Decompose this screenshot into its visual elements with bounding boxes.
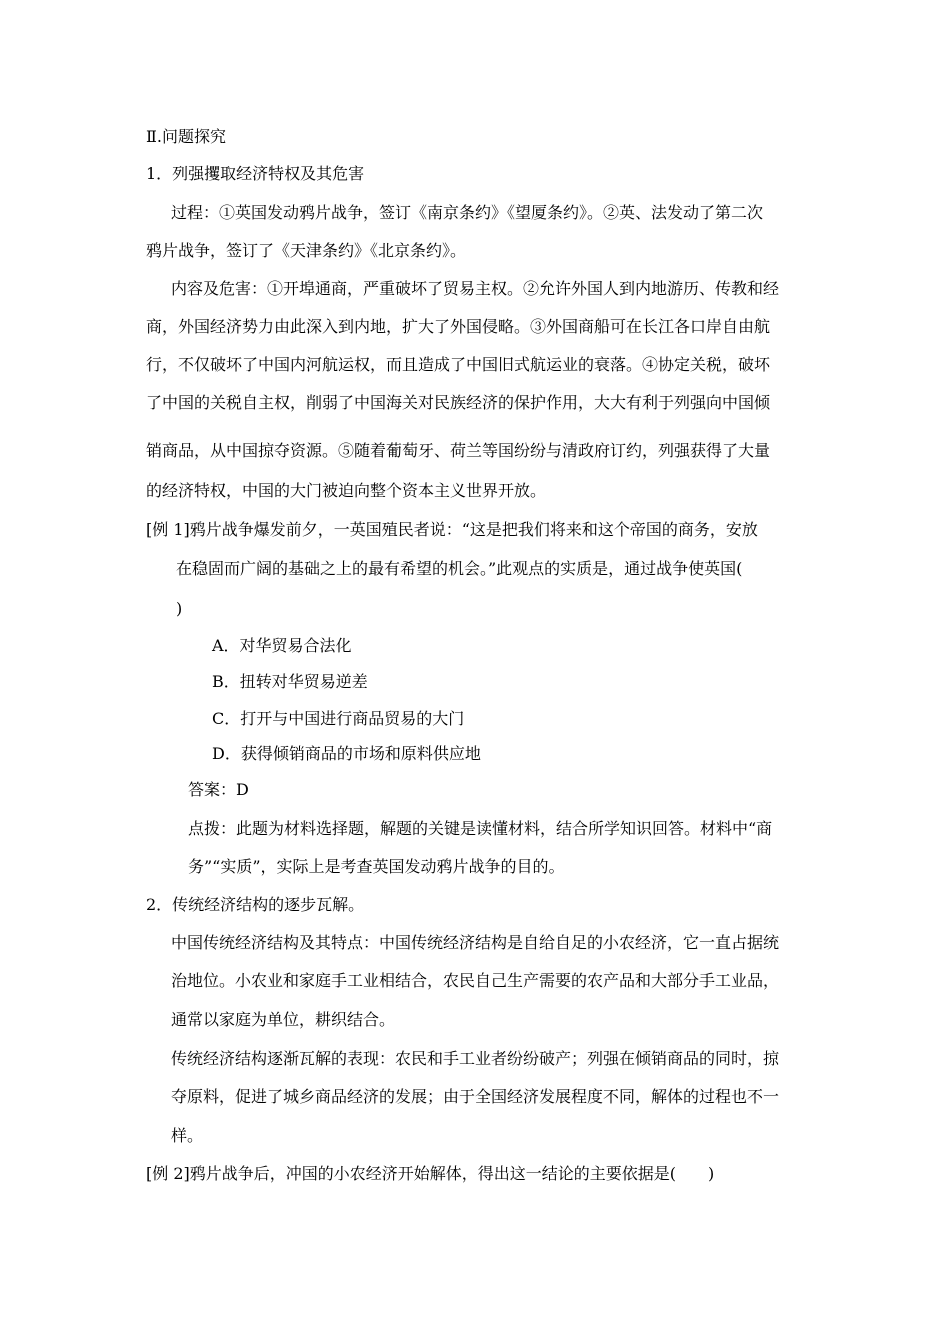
topic1-process-line: 过程：①英国发动鸦片战争，签订《南京条约》《望厦条约》。②英、法发动了第二次 bbox=[171, 203, 764, 222]
example1-answer: 答案：D bbox=[188, 780, 249, 799]
topic1-content-line: 行，不仅破坏了中国内河航运权，而且造成了中国旧式航运业的衰落。④协定关税，破坏 bbox=[146, 355, 771, 374]
topic1-content-line: 的经济特权，中国的大门被迫向整个资本主义世界开放。 bbox=[146, 481, 547, 500]
topic1-content-line: 了中国的关税自主权，削弱了中国海关对民族经济的保护作用，大大有利于列强向中国倾 bbox=[146, 393, 771, 412]
topic2-structure-line: 通常以家庭为单位，耕织结合。 bbox=[171, 1010, 396, 1029]
example1-hint-line: 点拨：此题为材料选择题，解题的关键是读懂材料，结合所学知识回答。材料中“商 bbox=[188, 819, 773, 838]
example1-option-d: D．获得倾销商品的市场和原料供应地 bbox=[212, 744, 481, 763]
example1-question-line: 在稳固而广阔的基础之上的最有希望的机会。”此观点的实质是，通过战争使英国( bbox=[176, 559, 743, 578]
topic1-content-line: 商，外国经济势力由此深入到内地，扩大了外国侵略。③外国商船可在长江各口岸自由航 bbox=[146, 317, 771, 336]
topic2-structure-line: 治地位。小农业和家庭手工业相结合，农民自己生产需要的农产品和大部分手工业品， bbox=[171, 971, 780, 990]
example1-question-line: ) bbox=[176, 599, 183, 618]
topic2-collapse-line: 样。 bbox=[171, 1126, 204, 1145]
example2-question: [例 2]鸦片战争后，冲国的小农经济开始解体，得出这一结论的主要依据是( ) bbox=[146, 1164, 715, 1183]
example1-hint-line: 务”“实质”，实际上是考查英国发动鸦片战争的目的。 bbox=[188, 857, 565, 876]
example1-option-b: B．扭转对华贸易逆差 bbox=[212, 672, 368, 691]
topic1-title: 1．列强攫取经济特权及其危害 bbox=[146, 164, 365, 183]
topic2-collapse-line: 传统经济结构逐渐瓦解的表现：农民和手工业者纷纷破产；列强在倾销商品的同时，掠 bbox=[171, 1049, 780, 1068]
topic1-process-line: 鸦片战争，签订了《天津条约》《北京条约》。 bbox=[146, 241, 467, 260]
example1-question-line: [例 1]鸦片战争爆发前夕，一英国殖民者说：“这是把我们将来和这个帝国的商务，安放 bbox=[146, 520, 758, 539]
section-heading: Ⅱ.问题探究 bbox=[146, 127, 226, 146]
topic2-structure-line: 中国传统经济结构及其特点：中国传统经济结构是自给自足的小农经济，它一直占据统 bbox=[171, 933, 780, 952]
topic1-content-line: 销商品，从中国掠夺资源。⑤随着葡萄牙、荷兰等国纷纷与清政府订约，列强获得了大量 bbox=[146, 441, 771, 460]
example1-option-a: A．对华贸易合法化 bbox=[212, 636, 352, 655]
example1-option-c: C．打开与中国进行商品贸易的大门 bbox=[212, 709, 465, 728]
topic1-content-line: 内容及危害：①开埠通商，严重破坏了贸易主权。②允许外国人到内地游历、传教和经 bbox=[171, 279, 780, 298]
topic2-title: 2．传统经济结构的逐步瓦解。 bbox=[146, 895, 365, 914]
topic2-collapse-line: 夺原料，促进了城乡商品经济的发展；由于全国经济发展程度不同，解体的过程也不一 bbox=[171, 1087, 780, 1106]
